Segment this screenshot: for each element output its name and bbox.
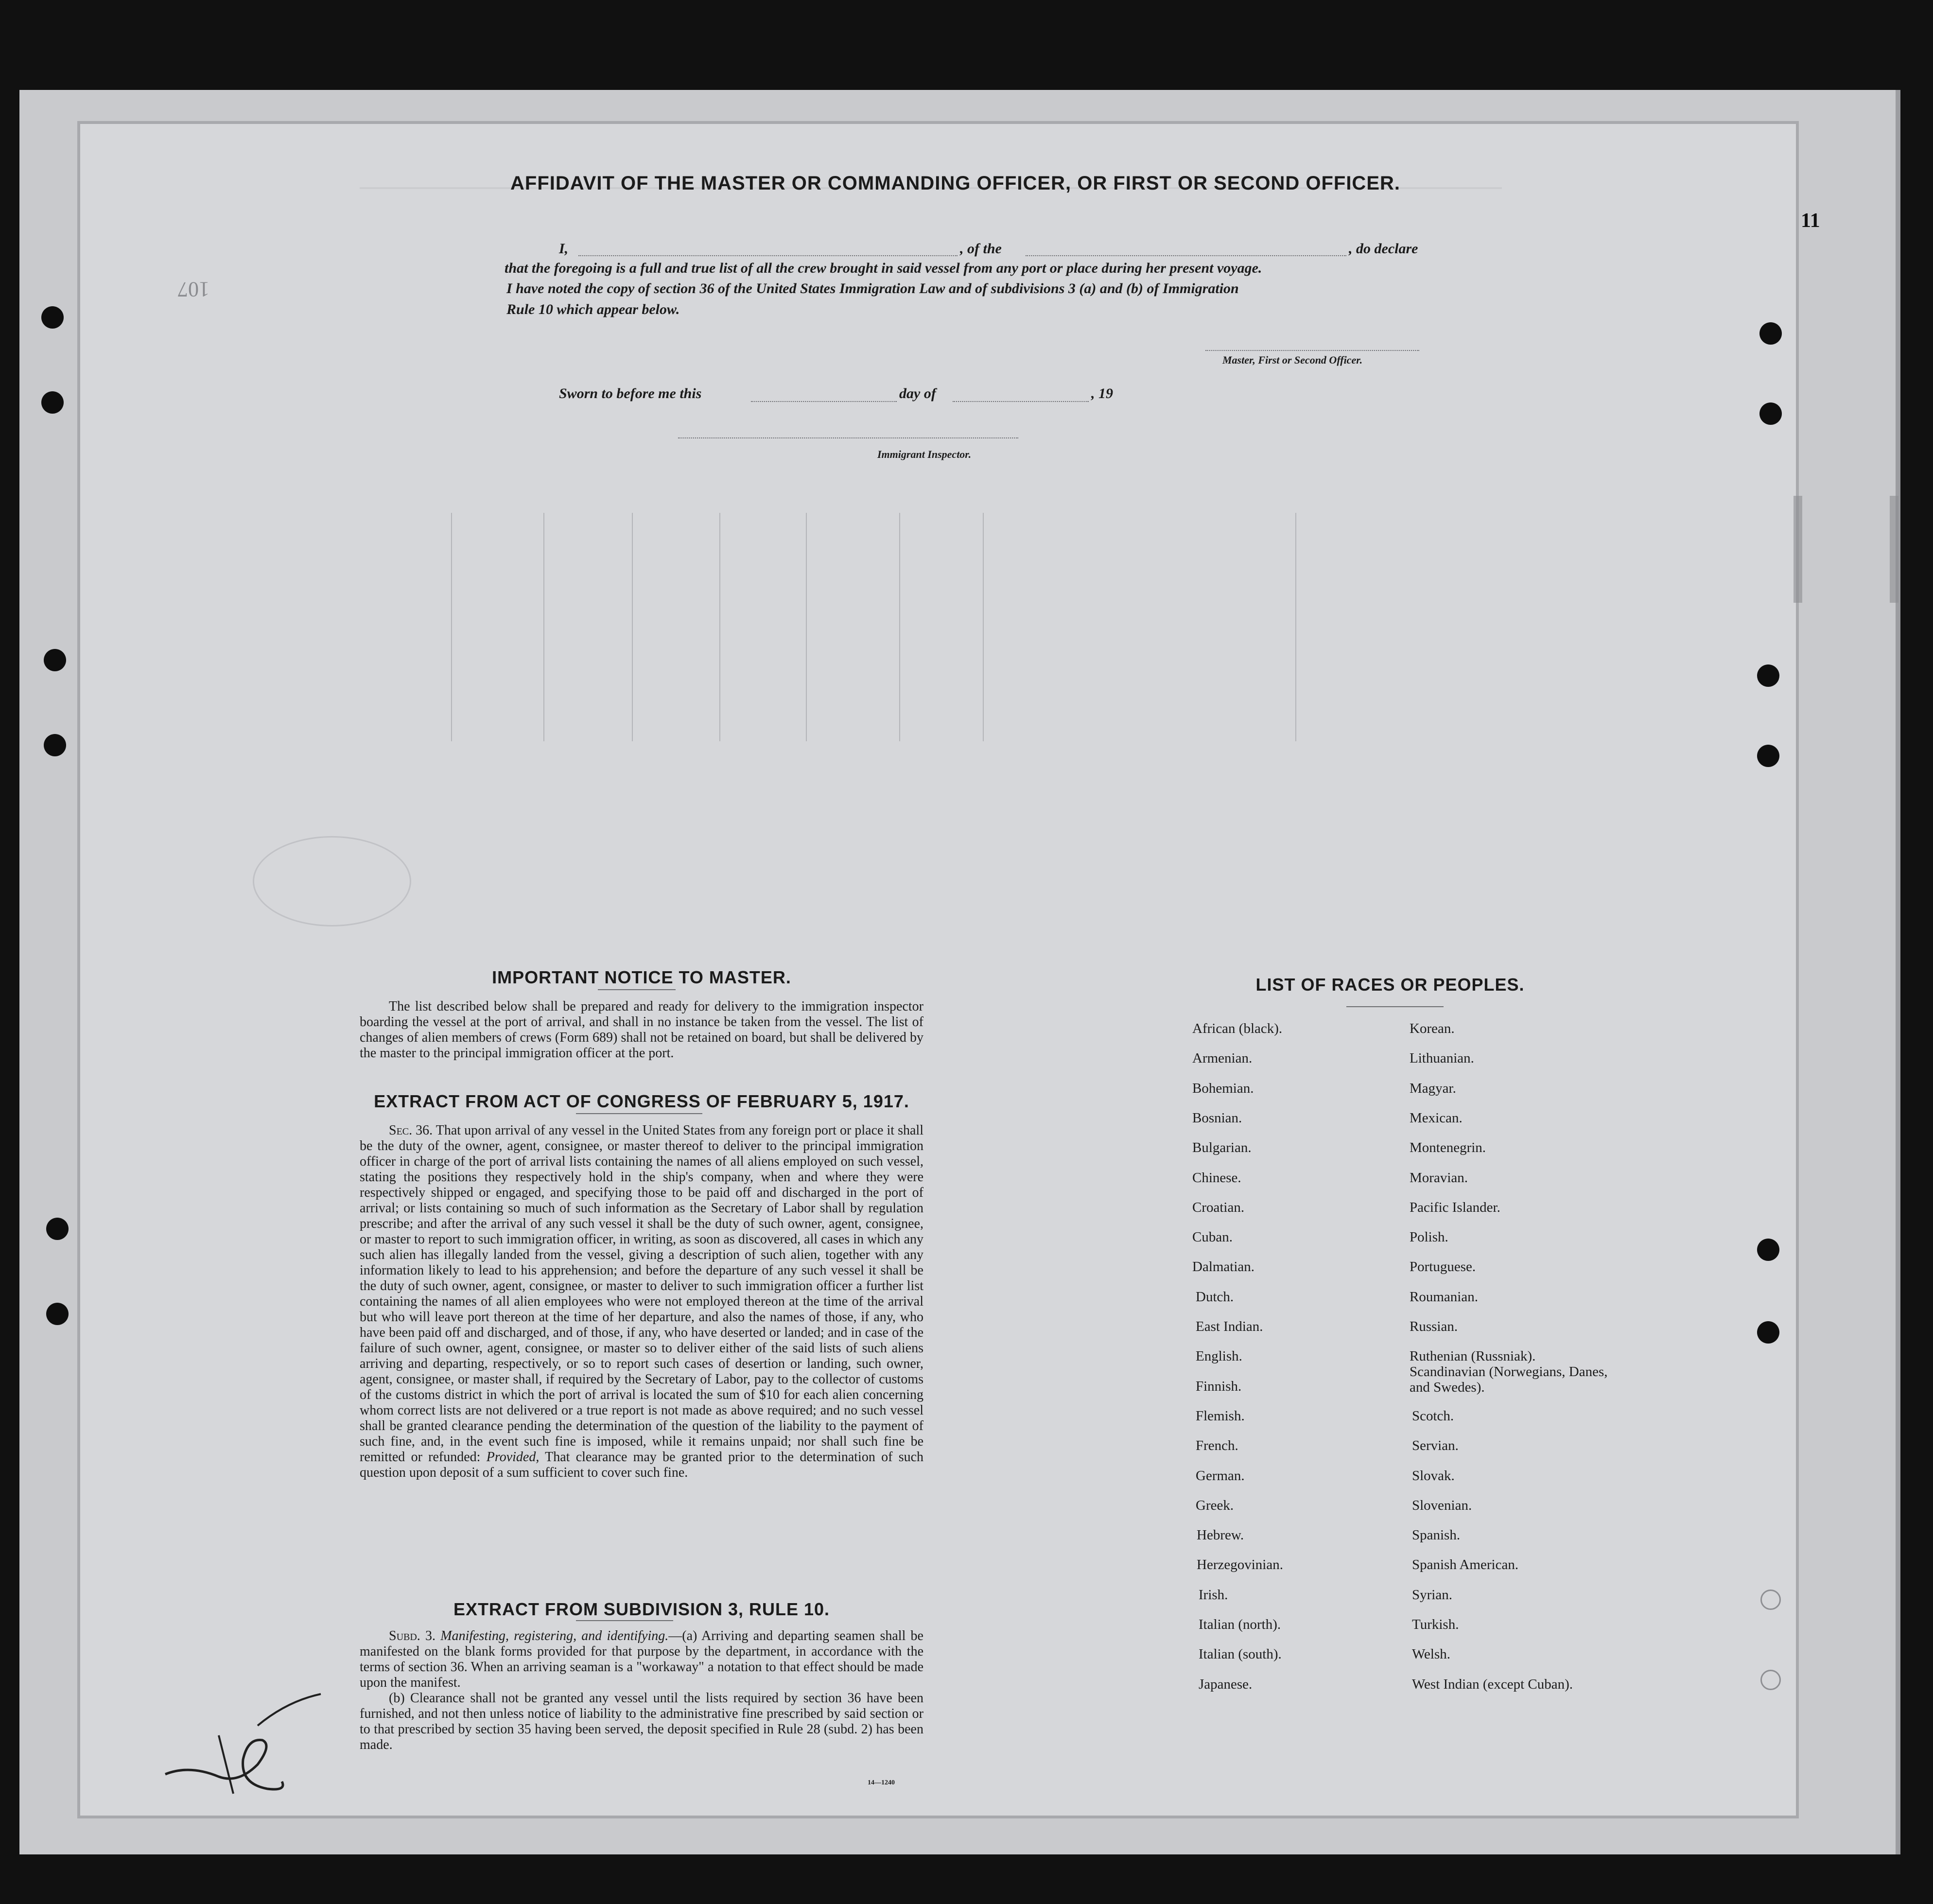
race-item-right: Scotch. [1412, 1408, 1454, 1424]
race-item-right: Spanish. [1412, 1527, 1461, 1543]
name-blank [578, 255, 958, 256]
race-item-left: Bosnian. [1192, 1110, 1242, 1126]
grid-line [1295, 513, 1296, 741]
race-item-left: English. [1196, 1348, 1242, 1364]
sworn-day-blank [751, 401, 897, 402]
race-item-right: Pacific Islander. [1410, 1199, 1500, 1215]
binder-hole-icon [1757, 664, 1779, 687]
affidavit-line-4: Rule 10 which appear below. [506, 301, 680, 317]
race-item-left: Croatian. [1192, 1199, 1245, 1215]
race-item-left: Bohemian. [1192, 1080, 1254, 1096]
show-through-mark [1794, 496, 1898, 603]
race-item-left: Italian (south). [1199, 1646, 1282, 1662]
subd-heading: Manifesting, registering, and identifying. [440, 1628, 669, 1643]
binder-hole-icon [41, 391, 64, 414]
document-page [80, 124, 1796, 1816]
inspector-signature-line [678, 437, 1018, 438]
extract-rule-underline [576, 1620, 673, 1621]
race-item-right: Ruthenian (Russniak). [1410, 1348, 1536, 1364]
binder-hole-icon [1759, 322, 1782, 345]
sworn-month-blank [953, 401, 1089, 402]
race-item-left: Finnish. [1196, 1378, 1242, 1394]
race-item-left: East Indian. [1196, 1319, 1263, 1334]
race-item-left: Dalmatian. [1192, 1259, 1255, 1275]
notice-title-underline [598, 989, 676, 990]
binder-hole-icon [1760, 1670, 1781, 1690]
grid-line [719, 513, 720, 741]
race-item-left: African (black). [1192, 1021, 1283, 1036]
binder-hole-icon [1757, 745, 1779, 767]
race-item-right: Moravian. [1410, 1170, 1468, 1186]
race-item-left: Italian (north). [1199, 1617, 1281, 1632]
grid-line [899, 513, 900, 741]
grid-line [451, 513, 452, 741]
race-item-left: Herzegovinian. [1197, 1557, 1283, 1573]
notice-text: The list described below shall be prepared and ready for delivery to the immigration inspector boarding the vessel at the port of arrival, and shall in no instance be taken from the vessel. The list of changes of alien members of crews (Form 689) shall not be retained on board, but shall be delivered by the master to the principal immigration officer at the port. [360, 999, 923, 1061]
vessel-blank [1026, 255, 1346, 256]
race-item-left: Armenian. [1192, 1050, 1253, 1066]
grid-line [806, 513, 807, 741]
race-item-right: Servian. [1412, 1438, 1459, 1454]
race-item-right: Scandinavian (Norwegians, Danes, and Swedes). [1410, 1363, 1608, 1395]
race-item-left: Flemish. [1196, 1408, 1245, 1424]
race-item-right: Welsh. [1412, 1646, 1451, 1662]
subd-text-a: —(a) Arriving and departing seamen shall be manifested on the blank forms provided for that purpose by the department, in accordance with the terms of section 36. When an arriving seaman is a "workaway" a notation to that effect should be made upon the manifest. [360, 1628, 923, 1690]
faded-stamp-icon [253, 836, 411, 926]
sworn-year: , 19 [1091, 385, 1113, 402]
sec-36-text-end: That clearance may be granted prior to the determination of such question upon deposit of a sum sufficient to cover such fine. [360, 1450, 924, 1480]
race-item-left: French. [1196, 1438, 1238, 1454]
extract-act-text [360, 1123, 923, 1481]
binder-hole-icon [1759, 402, 1782, 425]
races-title-underline [1346, 1006, 1444, 1007]
grid-line [983, 513, 984, 741]
inspector-caption: Immigrant Inspector. [877, 448, 972, 460]
handwritten-mark-icon [160, 1692, 326, 1808]
race-item-right: Syrian. [1412, 1587, 1452, 1603]
sec-label: Sec. 36. [389, 1123, 433, 1138]
race-item-right: Portuguese. [1410, 1259, 1476, 1275]
race-item-right: Mexican. [1410, 1110, 1463, 1126]
race-item-right: Roumanian. [1410, 1289, 1478, 1305]
sec-36-text: That upon arrival of any vessel in the United States from any foreign port or place it shall be the duty of the owner, agent, consignee, or master thereof to deliver to the principal immigration officer in charge of the port of arrival lists containing the names of all aliens employed on such vessel, stating the positions they respectively hold in the ship's company, when and where they were respectively shipped or engaged, and specifying those to be paid off and discharged in the port of arrival; or lists containing so much of such information as the Secretary of Labor shall by regulation prescribe; and after the arrival of any such vessel it shall be the duty of such owner, agent, consignee, or master to report to such immigration officer, in writing, as soon as discovered, all cases in which any such alien has illegally landed from the vessel, giving a description of such alien, together with any information likely to lead to his apprehension; and before the departure of any such vessel it shall be the duty of such owner, agent, consignee, or master to deliver to such immigration officer a further list containing the names of all alien employees who were not employed thereon at the time of the arrival but who will leave port thereon at the time of her departure, and also the names of those, if any, who have been paid off and discharged, and of those, if any, who have deserted or landed; and in case of the failure of such owner, agent, consignee, or master so to deliver either of the said lists of such aliens arriving and departing, respectively, or so to report such cases of desertion or landing, such owner, agent, consignee, or master shall, if required by the Secretary of Labor, pay to the collector of customs of the customs district in which the port of arrival is located the sum of $10 for each alien concerning whom correct lists are not delivered or a true report is not made as above required; and no such vessel shall be granted clearance pending the determination of the question of the liability to the payment of such fine, and, in the event such fine is imposed, while it remains unpaid; nor shall such fine be remitted or refunded: [360, 1123, 923, 1465]
extract-act-title: EXTRACT FROM ACT OF CONGRESS OF FEBRUARY 5, 1917. [374, 1091, 909, 1111]
extract-rule-title: EXTRACT FROM SUBDIVISION 3, RULE 10. [453, 1599, 830, 1619]
extract-act-underline [576, 1113, 702, 1114]
race-item-left: Cuban. [1192, 1229, 1233, 1245]
race-item-right: Lithuanian. [1410, 1050, 1474, 1066]
race-item-right: Russian. [1410, 1319, 1458, 1334]
grid-line [632, 513, 633, 741]
race-item-right: Slovak. [1412, 1467, 1455, 1484]
affidavit-line-3: I have noted the copy of section 36 of the United States Immigration Law and of subdivisions 3 (a) and (b) of Immigration [506, 280, 1239, 297]
affidavit-of-the: , of the [960, 241, 1002, 257]
binder-hole-icon [1760, 1590, 1781, 1610]
affidavit-line-2: that the foregoing is a full and true list of all the crew brought in said vessel from any port or place during her present voyage. [505, 260, 1262, 276]
affidavit-declare: , do declare [1349, 241, 1418, 257]
subd-label: Subd. 3. [389, 1628, 436, 1643]
sworn-text: Sworn to before me this [559, 385, 702, 402]
race-item-right: West Indian (except Cuban). [1412, 1676, 1573, 1692]
subd-text-b: (b) Clearance shall not be granted any vessel until the lists required by section 36 have been furnished, and not then unless notice of liability to the administrative fine prescribed by said section or to that prescribed by section 35 having been served, the deposit specified in Rule 28 (subd. 2) has been made. [360, 1691, 923, 1752]
provided-label: Provided, [486, 1450, 540, 1465]
binder-hole-icon [41, 306, 64, 329]
extract-rule-text [360, 1628, 923, 1753]
race-item-right: Slovenian. [1412, 1497, 1472, 1513]
sworn-day-of: day of [899, 385, 936, 402]
race-item-left: Chinese. [1192, 1170, 1241, 1186]
binder-hole-icon [46, 1303, 69, 1325]
signature-caption: Master, First or Second Officer. [1222, 354, 1363, 366]
race-item-right: Magyar. [1410, 1080, 1456, 1096]
form-number: 14—1240 [868, 1779, 895, 1786]
binder-hole-icon [1757, 1239, 1779, 1261]
race-item-right: Montenegrin. [1410, 1140, 1486, 1156]
race-item-left: Hebrew. [1197, 1527, 1244, 1543]
race-item-left: German. [1196, 1467, 1245, 1484]
race-item-right: Korean. [1410, 1021, 1455, 1036]
binder-hole-icon [44, 734, 66, 756]
race-item-left: Greek. [1196, 1497, 1234, 1513]
race-item-left: Irish. [1199, 1587, 1228, 1603]
binder-hole-icon [1757, 1321, 1779, 1344]
binder-hole-icon [46, 1218, 69, 1240]
race-item-left: Dutch. [1196, 1289, 1234, 1305]
page-number: 11 [1801, 210, 1820, 232]
grid-line [543, 513, 544, 741]
race-item-right: Turkish. [1412, 1617, 1459, 1632]
margin-number: 107 [177, 278, 209, 301]
race-item-left: Japanese. [1199, 1676, 1253, 1692]
race-item-right: Polish. [1410, 1229, 1448, 1245]
notice-title: IMPORTANT NOTICE TO MASTER. [492, 967, 791, 987]
race-item-right: Spanish American. [1412, 1557, 1519, 1573]
signature-line [1205, 350, 1419, 351]
races-title: LIST OF RACES OR PEOPLES. [1255, 975, 1525, 995]
binder-hole-icon [44, 649, 66, 671]
affidavit-i: I, [559, 241, 569, 257]
affidavit-title: AFFIDAVIT OF THE MASTER OR COMMANDING OFFICER, OR FIRST OR SECOND OFFICER. [510, 173, 1400, 194]
race-item-left: Bulgarian. [1192, 1140, 1252, 1156]
